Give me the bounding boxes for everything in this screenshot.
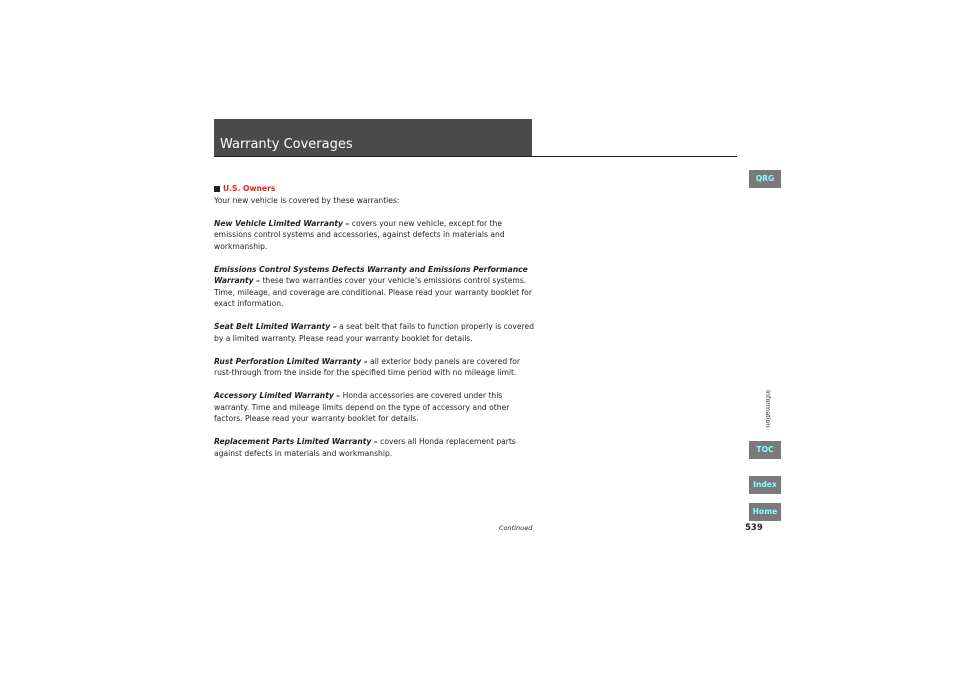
section-title-bar xyxy=(214,119,532,156)
section-intro: Your new vehicle is covered by these warranties: xyxy=(214,195,400,205)
warranty-term: Rust Perforation Limited Warranty – xyxy=(214,356,368,366)
chapter-label: Information xyxy=(764,390,772,428)
home-tab-button[interactable]: Home xyxy=(749,503,781,521)
warranty-text: these two warranties cover your vehicle’s emissions control systems. Time, mileage, and coverage are conditional. Please read your warranty booklet for exact information. xyxy=(214,276,532,308)
warranty-term: Accessory Limited Warranty – xyxy=(214,391,341,400)
toc-tab-button[interactable]: TOC xyxy=(749,441,781,459)
warranty-paragraph xyxy=(214,321,536,344)
warranty-content xyxy=(214,183,536,471)
warranty-term: Replacement Parts Limited Warranty – xyxy=(214,437,378,446)
warranty-paragraph xyxy=(214,390,536,425)
qrg-tab-button[interactable]: QRG xyxy=(749,170,781,188)
warranty-term: Emissions Control Systems Defects Warranty and Emissions Performance Warranty – xyxy=(214,264,528,285)
warranty-paragraph xyxy=(214,356,536,379)
section-heading xyxy=(214,183,536,195)
warranty-paragraph xyxy=(214,264,536,310)
warranty-text: a seat belt that fails to function properly is covered by a limited warranty. Please read your warranty booklet for details. xyxy=(214,322,535,343)
continued-note: Continued xyxy=(499,524,533,532)
warranty-text: covers your new vehicle, except for the emissions control systems and accessories, against defects in materials and workmanship. xyxy=(214,218,505,251)
warranty-paragraph xyxy=(214,218,536,253)
square-bullet-icon xyxy=(214,186,220,192)
warranty-text: all exterior body panels are covered for rust-through from the inside for the specified time period with no mileage limit. xyxy=(214,356,521,377)
warranty-text: covers all Honda replacement parts against defects in materials and workmanship. xyxy=(214,437,516,458)
warranty-term: New Vehicle Limited Warranty – xyxy=(214,218,350,228)
index-tab-button[interactable]: Index xyxy=(749,476,781,494)
title-divider xyxy=(214,156,737,157)
section-title: U.S. Owners xyxy=(223,184,276,193)
page-title: Warranty Coverages xyxy=(220,137,353,152)
warranty-term: Seat Belt Limited Warranty – xyxy=(214,322,337,331)
warranty-paragraph xyxy=(214,436,536,459)
warranty-text: Honda accessories are covered under this warranty. Time and mileage limits depend on the type of accessory and other factors. Please read your warranty booklet for details. xyxy=(214,391,510,423)
page-number: 539 xyxy=(745,523,763,533)
